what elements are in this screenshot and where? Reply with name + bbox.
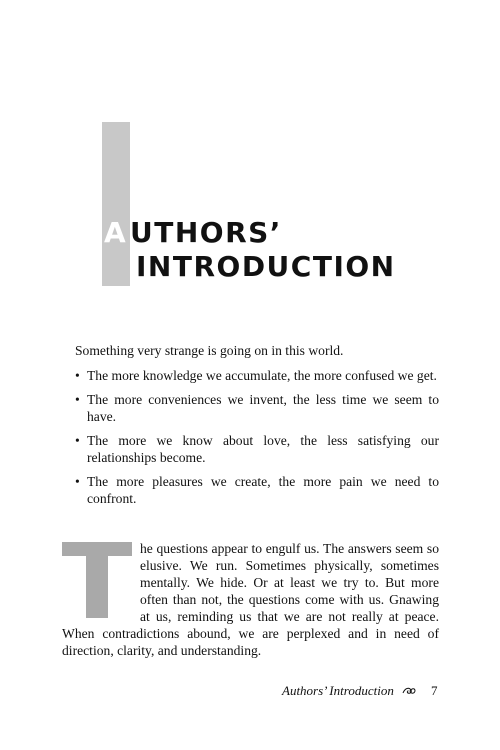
drop-cap-paragraph <box>62 540 439 659</box>
page-footer <box>276 683 446 701</box>
bullet-list <box>75 367 439 507</box>
title-line-1-text: UTHORS’ <box>130 216 282 249</box>
bullet-dot-icon: • <box>75 392 80 407</box>
bullet-dot-icon: • <box>75 474 80 489</box>
bullet-item: • The more we know about love, the less satisfying our relationships become. <box>75 433 439 465</box>
chapter-title <box>104 216 484 284</box>
paragraph-text: he questions appear to engulf us. The answers seem so elusive. We run. Sometimes physically, sometimes mentally. We hide. Or at least we try to. But more often than not, the questions come with us. Gnawing at us, reminding us that we are not really at peace. When contradictions abound, we are perplexed and in need of direction, clarity, and understanding. <box>62 541 439 658</box>
body-text <box>75 342 439 514</box>
bullet-dot-icon: • <box>75 433 80 448</box>
running-head: Authors’ Introduction <box>282 683 394 698</box>
bullet-item: • The more knowledge we accumulate, the more confused we get. <box>75 368 437 383</box>
bullet-dot-icon: • <box>75 368 80 383</box>
drop-cap-t <box>62 540 132 620</box>
bullet-item: • The more conveniences we invent, the less time we seem to have. <box>75 392 439 424</box>
title-line-2-text: INTRODUCTION <box>136 250 396 283</box>
leaf-ornament-icon <box>402 685 416 697</box>
intro-sentence: Something very strange is going on in this world. <box>75 343 344 358</box>
title-line-1 <box>104 216 484 250</box>
page-number: 7 <box>431 683 438 698</box>
bullet-item: • The more pleasures we create, the more pain we need to confront. <box>75 474 439 506</box>
title-line-2 <box>104 250 484 284</box>
title-drop-letter: A <box>104 216 128 249</box>
